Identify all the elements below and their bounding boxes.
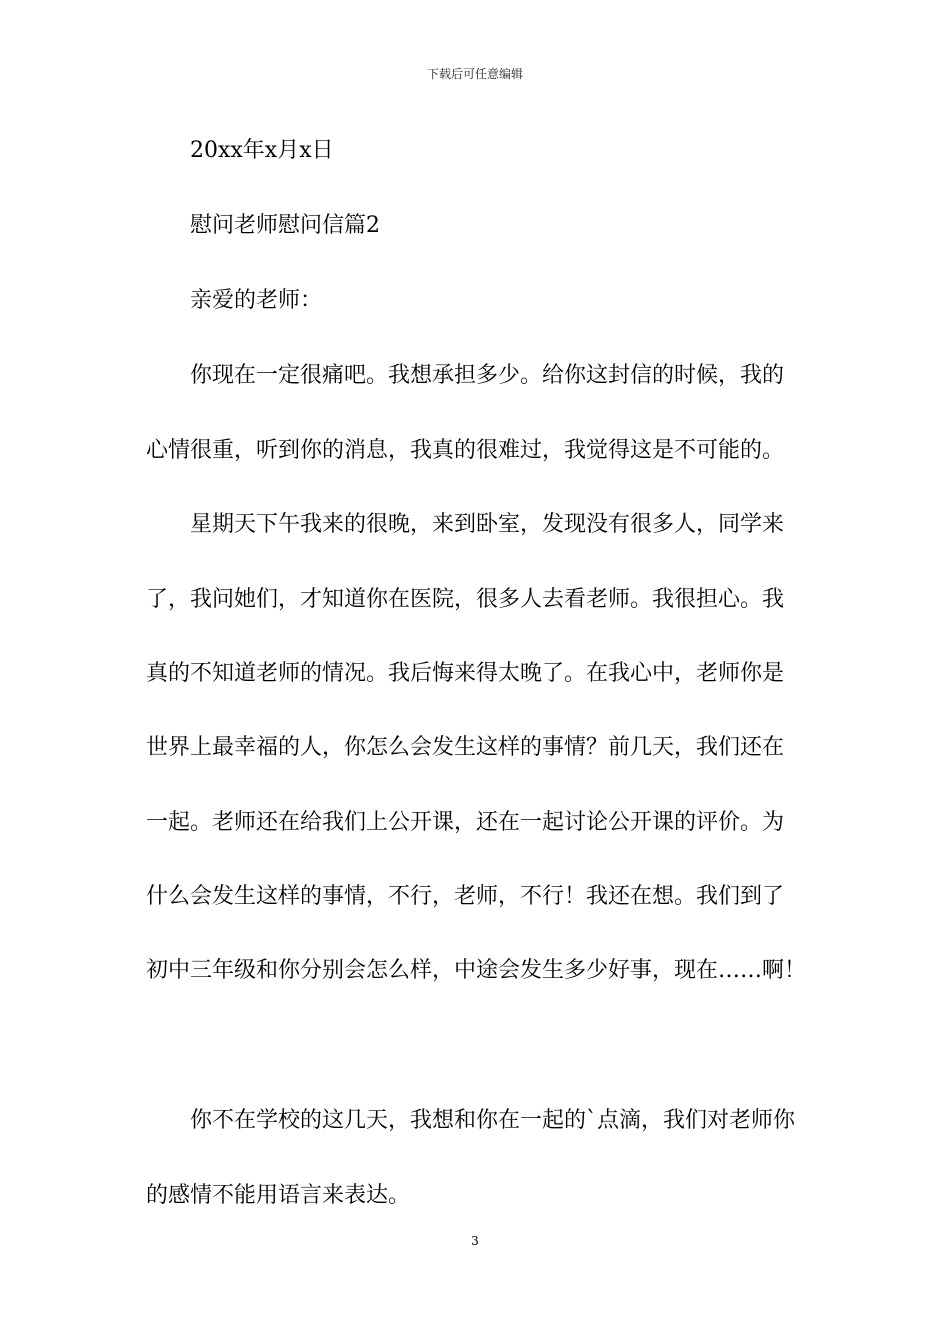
paragraph-2-line-5: 一起。老师还在给我们上公开课，还在一起讨论公开课的评价。为 xyxy=(146,810,785,835)
article-title: 慰问老师慰问信篇2 xyxy=(190,213,380,238)
paragraph-2-line-3: 真的不知道老师的情况。我后悔来得太晚了。在我心中，老师你是 xyxy=(146,661,785,686)
paragraph-1-line-1: 你现在一定很痛吧。我想承担多少。给你这封信的时候，我的 xyxy=(190,363,785,388)
paragraph-3-line-1: 你不在学校的这几天，我想和你在一起的`点滴，我们对老师你 xyxy=(190,1108,796,1133)
page-header-note: 下载后可任意编辑 xyxy=(426,67,523,81)
page-number: 3 xyxy=(471,1234,479,1248)
paragraph-2-line-4: 世界上最幸福的人，你怎么会发生这样的事情？前几天，我们还在 xyxy=(146,735,785,760)
paragraph-3-line-2: 的感情不能用语言来表达。 xyxy=(146,1183,411,1208)
date-line: 20xx年x月x日 xyxy=(190,138,334,163)
paragraph-2-line-2: 了，我问她们，才知道你在医院，很多人去看老师。我很担心。我 xyxy=(146,587,785,612)
paragraph-2-line-1: 星期天下午我来的很晚，来到卧室，发现没有很多人，同学来 xyxy=(190,512,785,537)
paragraph-2-line-7: 初中三年级和你分别会怎么样，中途会发生多少好事，现在……啊！ xyxy=(146,958,807,983)
paragraph-1-line-2: 心情很重，听到你的消息，我真的很难过，我觉得这是不可能的。 xyxy=(146,438,785,463)
salutation: 亲爱的老师： xyxy=(190,288,323,313)
paragraph-2-line-6: 什么会发生这样的事情，不行，老师，不行！我还在想。我们到了 xyxy=(146,884,785,909)
